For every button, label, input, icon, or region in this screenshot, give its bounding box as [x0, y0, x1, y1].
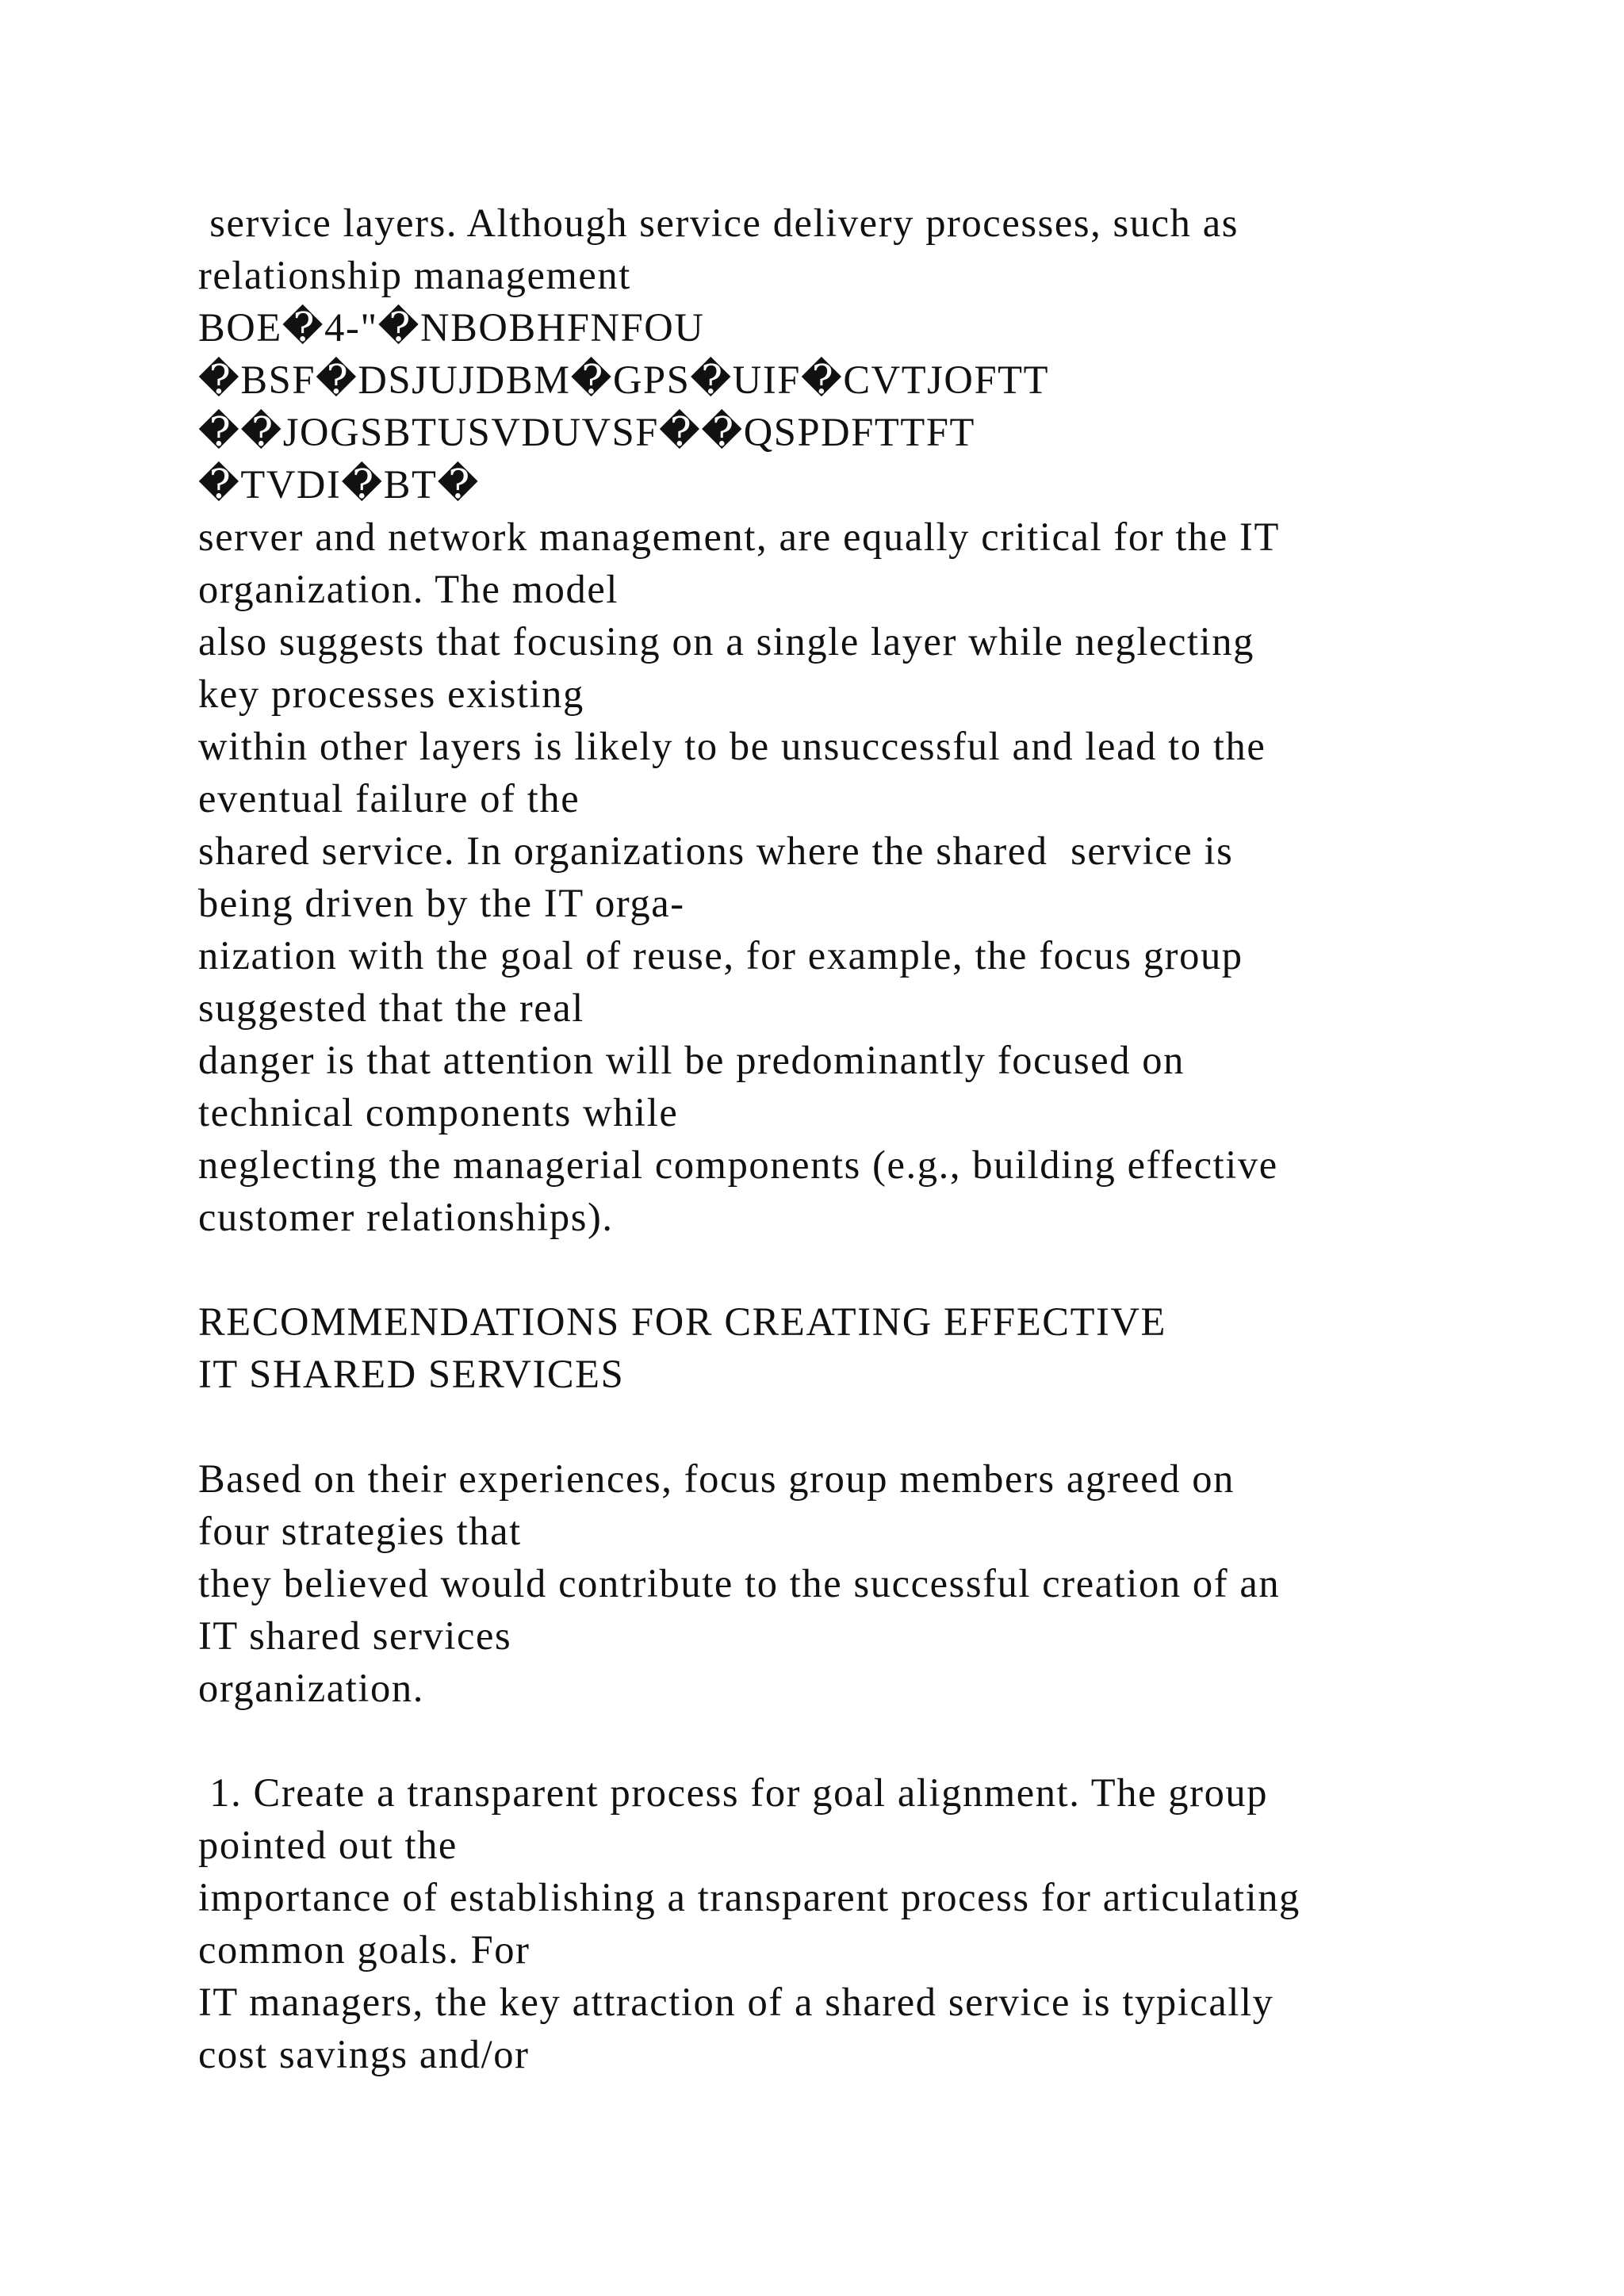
garbled-text-line: BOE�4-"�NBOBHFNFOU [198, 305, 705, 350]
text-line: also suggests that focusing on a single layer while neglecting [198, 619, 1254, 664]
text-line: cost savings and/or [198, 2032, 530, 2076]
text-line: being driven by the IT orga- [198, 881, 685, 925]
text-line: pointed out the [198, 1823, 458, 1867]
garbled-text-line: �TVDI�BT� [198, 462, 480, 507]
text-line: suggested that the real [198, 985, 584, 1030]
text-line: organization. The model [198, 567, 619, 611]
text-line: importance of establishing a transparent process for articulating [198, 1875, 1300, 1919]
text-line: IT shared services [198, 1613, 512, 1658]
section-heading-line: IT SHARED SERVICES [198, 1352, 625, 1396]
text-line: shared service. In organizations where the shared service is [198, 828, 1234, 873]
text-line: relationship management [198, 253, 631, 297]
text-line: within other layers is likely to be unsuccessful and lead to the [198, 724, 1266, 768]
garbled-text-line: ��JOGSBTUSVDUVSF��QSPDFTTFT [198, 410, 975, 454]
garbled-text-line: �BSF�DSJUJDBM�GPS�UIF�CVTJOFTT [198, 358, 1050, 402]
text-line: nization with the goal of reuse, for example, the focus group [198, 933, 1243, 978]
text-line: neglecting the managerial components (e.g., building effective [198, 1142, 1278, 1187]
text-line: danger is that attention will be predominantly focused on [198, 1038, 1185, 1082]
text-line: they believed would contribute to the successful creation of an [198, 1561, 1281, 1605]
body-text [198, 197, 1507, 2080]
blank-line [198, 1400, 1507, 1452]
text-line: eventual failure of the [198, 776, 580, 821]
blank-line [198, 1714, 1507, 1766]
text-line: Based on their experiences, focus group members agreed on [198, 1456, 1235, 1501]
text-line: common goals. For [198, 1927, 530, 1972]
text-line: four strategies that [198, 1509, 522, 1553]
text-line: IT managers, the key attraction of a shared service is typically [198, 1980, 1274, 2024]
text-line: key processes existing [198, 672, 584, 716]
section-heading-line: RECOMMENDATIONS FOR CREATING EFFECTIVE [198, 1299, 1166, 1344]
text-line: technical components while [198, 1090, 679, 1135]
text-line: organization. [198, 1666, 424, 1710]
list-item-line: 1. Create a transparent process for goal alignment. The group [198, 1770, 1269, 1815]
text-line: service layers. Although service delivery processes, such as [198, 201, 1239, 245]
text-line: customer relationships). [198, 1195, 614, 1239]
text-line: server and network management, are equally critical for the IT [198, 515, 1280, 559]
blank-line [198, 1243, 1507, 1295]
